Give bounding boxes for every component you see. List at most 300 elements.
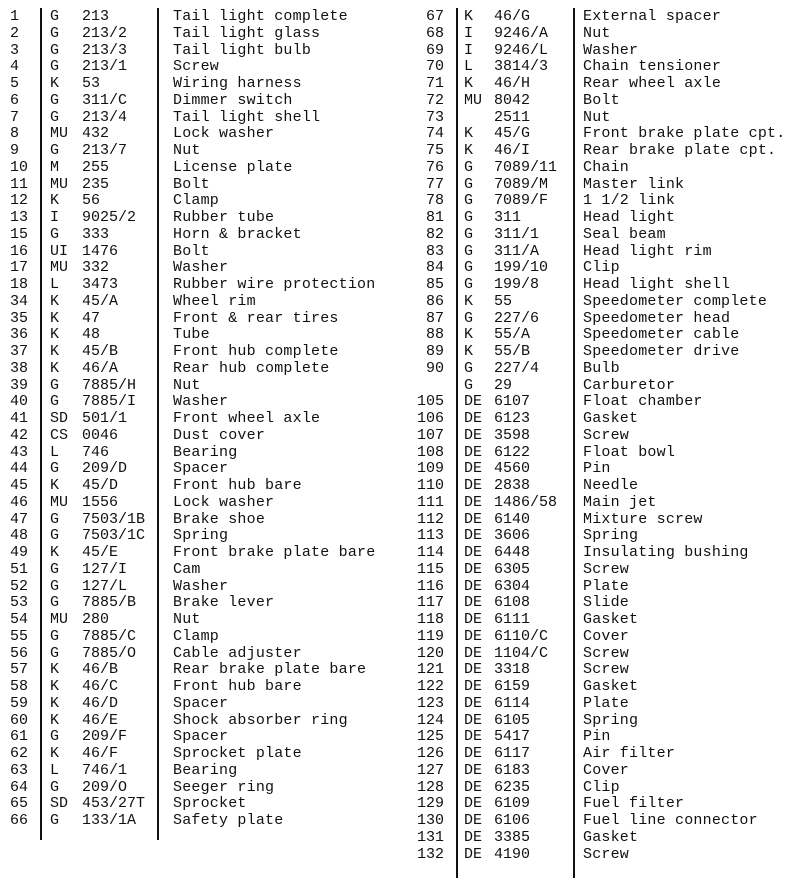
part-number: 81 — [425, 209, 444, 226]
part-description: Front hub bare — [173, 477, 302, 494]
part-number: 106 — [416, 410, 444, 427]
part-row — [405, 327, 812, 344]
part-code: 6159 — [494, 678, 531, 695]
part-prefix: K — [464, 142, 474, 159]
part-description: Clamp — [173, 192, 220, 210]
part-prefix: G — [50, 778, 60, 796]
part-row — [405, 780, 812, 797]
part-prefix: G — [50, 460, 60, 478]
part-number: 86 — [425, 292, 444, 310]
part-code: 6109 — [494, 795, 531, 813]
part-code: 4190 — [494, 845, 531, 863]
part-description: Horn & bracket — [173, 225, 302, 243]
part-description: Screw — [583, 644, 630, 662]
part-description: Bolt — [173, 242, 210, 260]
part-prefix: DE — [464, 460, 483, 478]
part-row — [405, 43, 812, 60]
part-number: 15 — [10, 225, 29, 243]
part-code: 255 — [82, 158, 110, 176]
part-number: 10 — [10, 158, 29, 176]
part-code: 7885/C — [82, 627, 137, 645]
part-prefix: G — [50, 91, 60, 109]
part-prefix: G — [464, 359, 474, 377]
part-row — [0, 545, 410, 562]
part-prefix: G — [464, 225, 474, 243]
part-description: Clamp — [173, 627, 220, 645]
parts-column-left — [0, 9, 410, 830]
part-code: 45/E — [82, 544, 119, 561]
part-number: 7 — [10, 108, 20, 126]
part-number: 47 — [10, 510, 29, 528]
part-description: Spacer — [173, 728, 229, 746]
part-row — [0, 445, 410, 462]
part-code: 6114 — [494, 694, 531, 712]
part-code: 7503/1C — [82, 527, 146, 545]
part-prefix: G — [50, 594, 60, 612]
part-prefix: K — [50, 745, 60, 762]
part-number: 107 — [416, 426, 444, 444]
part-description: Plate — [583, 577, 630, 595]
part-description: Front brake plate bare — [173, 544, 376, 561]
part-number: 120 — [416, 644, 444, 662]
part-row — [405, 461, 812, 478]
part-row — [405, 378, 812, 395]
part-description: Nut — [583, 108, 611, 126]
part-prefix: DE — [464, 493, 483, 511]
part-prefix: DE — [464, 828, 483, 846]
part-description: Spring — [583, 527, 639, 545]
part-prefix: G — [464, 158, 474, 176]
part-code: 213/3 — [82, 41, 128, 59]
part-description: Slide — [583, 594, 630, 612]
part-number: 6 — [10, 91, 20, 109]
part-row — [0, 512, 410, 529]
part-row — [405, 110, 812, 127]
part-row — [405, 662, 812, 679]
part-description: Safety plate — [173, 812, 284, 829]
part-code: 127/I — [82, 560, 128, 578]
part-code: 6108 — [494, 594, 531, 612]
part-number: 59 — [10, 694, 29, 712]
part-code: 2511 — [494, 108, 531, 126]
part-number: 45 — [10, 477, 29, 494]
part-description: Spring — [173, 527, 229, 545]
part-code: 7885/I — [82, 393, 137, 411]
part-code: 46/H — [494, 75, 531, 92]
part-description: Washer — [583, 41, 639, 59]
part-code: 127/L — [82, 577, 128, 595]
part-row — [405, 847, 812, 864]
part-prefix: DE — [464, 678, 483, 695]
part-description: Insulating bushing — [583, 544, 749, 561]
part-prefix: K — [50, 326, 60, 344]
part-number: 52 — [10, 577, 29, 595]
part-description: Nut — [173, 611, 201, 628]
parts-column-right — [405, 9, 812, 863]
part-description: Float bowl — [583, 443, 676, 461]
part-prefix: DE — [464, 845, 483, 863]
part-description: Pin — [583, 728, 611, 746]
part-prefix: K — [464, 326, 474, 344]
part-prefix: K — [50, 544, 60, 561]
part-code: 2838 — [494, 477, 531, 494]
part-code: 311 — [494, 209, 522, 226]
part-description: Front wheel axle — [173, 410, 321, 427]
part-code: 46/D — [82, 694, 119, 712]
part-description: Rear brake plate bare — [173, 661, 367, 679]
part-prefix: K — [50, 192, 60, 210]
part-code: 46/A — [82, 359, 119, 377]
part-number: 37 — [10, 343, 29, 360]
part-number: 128 — [416, 778, 444, 796]
part-row — [0, 394, 410, 411]
part-row — [405, 679, 812, 696]
part-prefix: G — [50, 510, 60, 528]
part-number: 60 — [10, 711, 29, 729]
part-row — [0, 461, 410, 478]
part-prefix: CS — [50, 426, 69, 444]
part-code: 432 — [82, 125, 110, 143]
part-code: 7885/B — [82, 594, 137, 612]
part-prefix: G — [464, 192, 474, 210]
part-description: Tube — [173, 326, 210, 344]
part-row — [0, 428, 410, 445]
part-number: 56 — [10, 644, 29, 662]
part-row — [405, 344, 812, 361]
part-code: 6117 — [494, 745, 531, 762]
part-number: 74 — [425, 125, 444, 143]
part-description: Sprocket plate — [173, 745, 302, 762]
part-number: 68 — [425, 24, 444, 42]
part-description: Clip — [583, 778, 620, 796]
part-row — [405, 495, 812, 512]
part-row — [0, 193, 410, 210]
part-code: 5417 — [494, 728, 531, 746]
part-row — [405, 9, 812, 26]
part-code: 4560 — [494, 460, 531, 478]
part-prefix: I — [464, 41, 474, 59]
part-code: 46/B — [82, 661, 119, 679]
part-number: 119 — [416, 627, 444, 645]
part-prefix: SD — [50, 410, 69, 427]
part-prefix: K — [50, 75, 60, 92]
part-row — [0, 26, 410, 43]
part-row — [0, 344, 410, 361]
part-prefix: DE — [464, 778, 483, 796]
part-row — [0, 646, 410, 663]
part-number: 46 — [10, 493, 29, 511]
part-code: 29 — [494, 376, 513, 394]
part-number: 127 — [416, 761, 444, 779]
part-number: 49 — [10, 544, 29, 561]
part-description: 1 1/2 link — [583, 192, 676, 210]
part-code: 333 — [82, 225, 110, 243]
part-code: 46/I — [494, 142, 531, 159]
part-code: 7089/F — [494, 192, 549, 210]
part-number: 129 — [416, 795, 444, 813]
part-row — [405, 294, 812, 311]
part-prefix: G — [50, 728, 60, 746]
part-description: Bolt — [173, 175, 210, 193]
part-row — [0, 76, 410, 93]
part-number: 82 — [425, 225, 444, 243]
part-description: Bearing — [173, 443, 238, 461]
part-number: 11 — [10, 175, 29, 193]
part-number: 118 — [416, 611, 444, 628]
part-row — [0, 495, 410, 512]
part-number: 63 — [10, 761, 29, 779]
part-description: Shock absorber ring — [173, 711, 348, 729]
part-number: 75 — [425, 142, 444, 159]
part-row — [405, 545, 812, 562]
part-prefix: G — [50, 8, 60, 25]
part-row — [0, 110, 410, 127]
part-code: 1486/58 — [494, 493, 558, 511]
part-prefix: K — [50, 343, 60, 360]
part-description: Screw — [583, 845, 630, 863]
part-code: 9246/L — [494, 41, 549, 59]
part-description: Dimmer switch — [173, 91, 293, 109]
part-number: 115 — [416, 560, 444, 578]
part-code: 209/O — [82, 778, 128, 796]
part-prefix: I — [464, 24, 474, 42]
part-prefix: DE — [464, 426, 483, 444]
part-description: Nut — [583, 24, 611, 42]
part-description: Tail light complete — [173, 8, 348, 25]
part-prefix: G — [50, 41, 60, 59]
part-code: 213/4 — [82, 108, 128, 126]
part-description: Brake shoe — [173, 510, 266, 528]
part-code: 55 — [494, 292, 513, 310]
part-description: Tail light shell — [173, 108, 321, 126]
part-row — [405, 244, 812, 261]
part-description: Head light shell — [583, 276, 731, 293]
part-description: Chain — [583, 158, 630, 176]
part-number: 116 — [416, 577, 444, 595]
part-code: 453/27T — [82, 795, 146, 813]
part-prefix: K — [464, 292, 474, 310]
part-description: Gasket — [583, 611, 639, 628]
part-row — [405, 177, 812, 194]
part-code: 213/2 — [82, 24, 128, 42]
part-prefix: DE — [464, 644, 483, 662]
part-prefix: DE — [464, 410, 483, 427]
part-description: Tail light bulb — [173, 41, 312, 59]
part-description: Float chamber — [583, 393, 703, 411]
part-row — [405, 612, 812, 629]
part-code: 46/F — [82, 745, 119, 762]
part-number: 41 — [10, 410, 29, 427]
part-prefix: DE — [464, 594, 483, 612]
part-description: Gasket — [583, 410, 639, 427]
part-prefix: G — [464, 175, 474, 193]
part-number: 125 — [416, 728, 444, 746]
part-row — [405, 227, 812, 244]
part-number: 109 — [416, 460, 444, 478]
part-number: 72 — [425, 91, 444, 109]
part-number: 16 — [10, 242, 29, 260]
part-prefix: DE — [464, 761, 483, 779]
part-code: 6235 — [494, 778, 531, 796]
part-description: Head light rim — [583, 242, 712, 260]
part-row — [405, 512, 812, 529]
part-description: Bulb — [583, 359, 620, 377]
part-number: 66 — [10, 812, 29, 829]
part-row — [0, 277, 410, 294]
part-number: 85 — [425, 276, 444, 293]
part-code: 209/D — [82, 460, 128, 478]
part-prefix: L — [50, 761, 60, 779]
part-prefix: G — [50, 812, 60, 829]
part-row — [0, 579, 410, 596]
part-row — [405, 311, 812, 328]
part-code: 3598 — [494, 426, 531, 444]
part-row — [405, 562, 812, 579]
part-description: Front hub complete — [173, 343, 339, 360]
part-prefix: MU — [464, 91, 483, 109]
part-code: 746 — [82, 443, 110, 461]
part-prefix: DE — [464, 477, 483, 494]
part-number: 117 — [416, 594, 444, 612]
part-description: Speedometer drive — [583, 343, 740, 360]
part-row — [0, 612, 410, 629]
part-prefix: K — [464, 75, 474, 92]
part-description: Washer — [173, 393, 229, 411]
part-prefix: M — [50, 158, 60, 176]
part-code: 45/A — [82, 292, 119, 310]
part-code: 501/1 — [82, 410, 128, 427]
part-description: Seeger ring — [173, 778, 275, 796]
part-prefix: DE — [464, 577, 483, 595]
part-code: 311/1 — [494, 225, 540, 243]
part-row — [405, 746, 812, 763]
part-prefix: MU — [50, 125, 69, 143]
part-description: Rear brake plate cpt. — [583, 142, 777, 159]
part-description: Screw — [583, 661, 630, 679]
part-row — [0, 478, 410, 495]
part-description: Tail light glass — [173, 24, 321, 42]
part-row — [0, 177, 410, 194]
part-number: 42 — [10, 426, 29, 444]
part-code: 46/C — [82, 678, 119, 695]
part-code: 48 — [82, 326, 101, 344]
part-code: 56 — [82, 192, 101, 210]
part-number: 110 — [416, 477, 444, 494]
part-prefix: K — [50, 309, 60, 327]
part-row — [0, 562, 410, 579]
part-description: Sprocket — [173, 795, 247, 813]
part-number: 35 — [10, 309, 29, 327]
part-prefix: DE — [464, 611, 483, 628]
part-row — [0, 361, 410, 378]
part-number: 69 — [425, 41, 444, 59]
part-number: 54 — [10, 611, 29, 628]
part-prefix: G — [50, 142, 60, 159]
part-prefix: DE — [464, 728, 483, 746]
part-prefix: G — [50, 560, 60, 578]
part-number: 76 — [425, 158, 444, 176]
part-description: Air filter — [583, 745, 676, 762]
part-row — [405, 193, 812, 210]
part-number: 48 — [10, 527, 29, 545]
part-row — [0, 43, 410, 60]
part-description: Master link — [583, 175, 685, 193]
part-prefix: UI — [50, 242, 69, 260]
part-number: 114 — [416, 544, 444, 561]
part-number: 34 — [10, 292, 29, 310]
part-description: Needle — [583, 477, 639, 494]
part-code: 46/G — [494, 8, 531, 25]
part-code: 6111 — [494, 611, 531, 628]
part-row — [0, 411, 410, 428]
part-description: Brake lever — [173, 594, 275, 612]
part-code: 6305 — [494, 560, 531, 578]
part-row — [405, 394, 812, 411]
part-description: Speedometer cable — [583, 326, 740, 344]
part-code: 227/6 — [494, 309, 540, 327]
part-number: 122 — [416, 678, 444, 695]
part-code: 1104/C — [494, 644, 549, 662]
part-row — [405, 813, 812, 830]
part-row — [0, 160, 410, 177]
part-row — [405, 59, 812, 76]
part-number: 39 — [10, 376, 29, 394]
part-code: 213/1 — [82, 58, 128, 76]
part-code: 209/F — [82, 728, 128, 746]
part-row — [405, 713, 812, 730]
part-code: 311/C — [82, 91, 128, 109]
part-row — [405, 76, 812, 93]
part-row — [405, 411, 812, 428]
part-code: 55/B — [494, 343, 531, 360]
part-code: 7089/11 — [494, 158, 558, 176]
part-row — [0, 629, 410, 646]
part-row — [0, 227, 410, 244]
part-prefix: G — [50, 108, 60, 126]
part-code: 6105 — [494, 711, 531, 729]
part-number: 51 — [10, 560, 29, 578]
part-number: 124 — [416, 711, 444, 729]
part-number: 90 — [425, 359, 444, 377]
part-code: 53 — [82, 75, 101, 92]
part-prefix: G — [464, 376, 474, 394]
part-description: Head light — [583, 209, 676, 226]
part-prefix: G — [50, 225, 60, 243]
part-description: Cover — [583, 627, 630, 645]
part-row — [0, 763, 410, 780]
part-code: 0046 — [82, 426, 119, 444]
part-number: 67 — [425, 8, 444, 25]
part-number: 89 — [425, 343, 444, 360]
part-code: 311/A — [494, 242, 540, 260]
part-code: 7503/1B — [82, 510, 146, 528]
part-number: 40 — [10, 393, 29, 411]
part-description: Wheel rim — [173, 292, 256, 310]
part-code: 6122 — [494, 443, 531, 461]
part-prefix: K — [464, 343, 474, 360]
part-number: 44 — [10, 460, 29, 478]
part-row — [0, 713, 410, 730]
part-number: 61 — [10, 728, 29, 746]
part-code: 280 — [82, 611, 110, 628]
part-number: 130 — [416, 812, 444, 829]
part-number: 88 — [425, 326, 444, 344]
part-description: Bolt — [583, 91, 620, 109]
part-description: Mixture screw — [583, 510, 703, 528]
part-code: 746/1 — [82, 761, 128, 779]
part-description: Cable adjuster — [173, 644, 302, 662]
part-code: 7089/M — [494, 175, 549, 193]
